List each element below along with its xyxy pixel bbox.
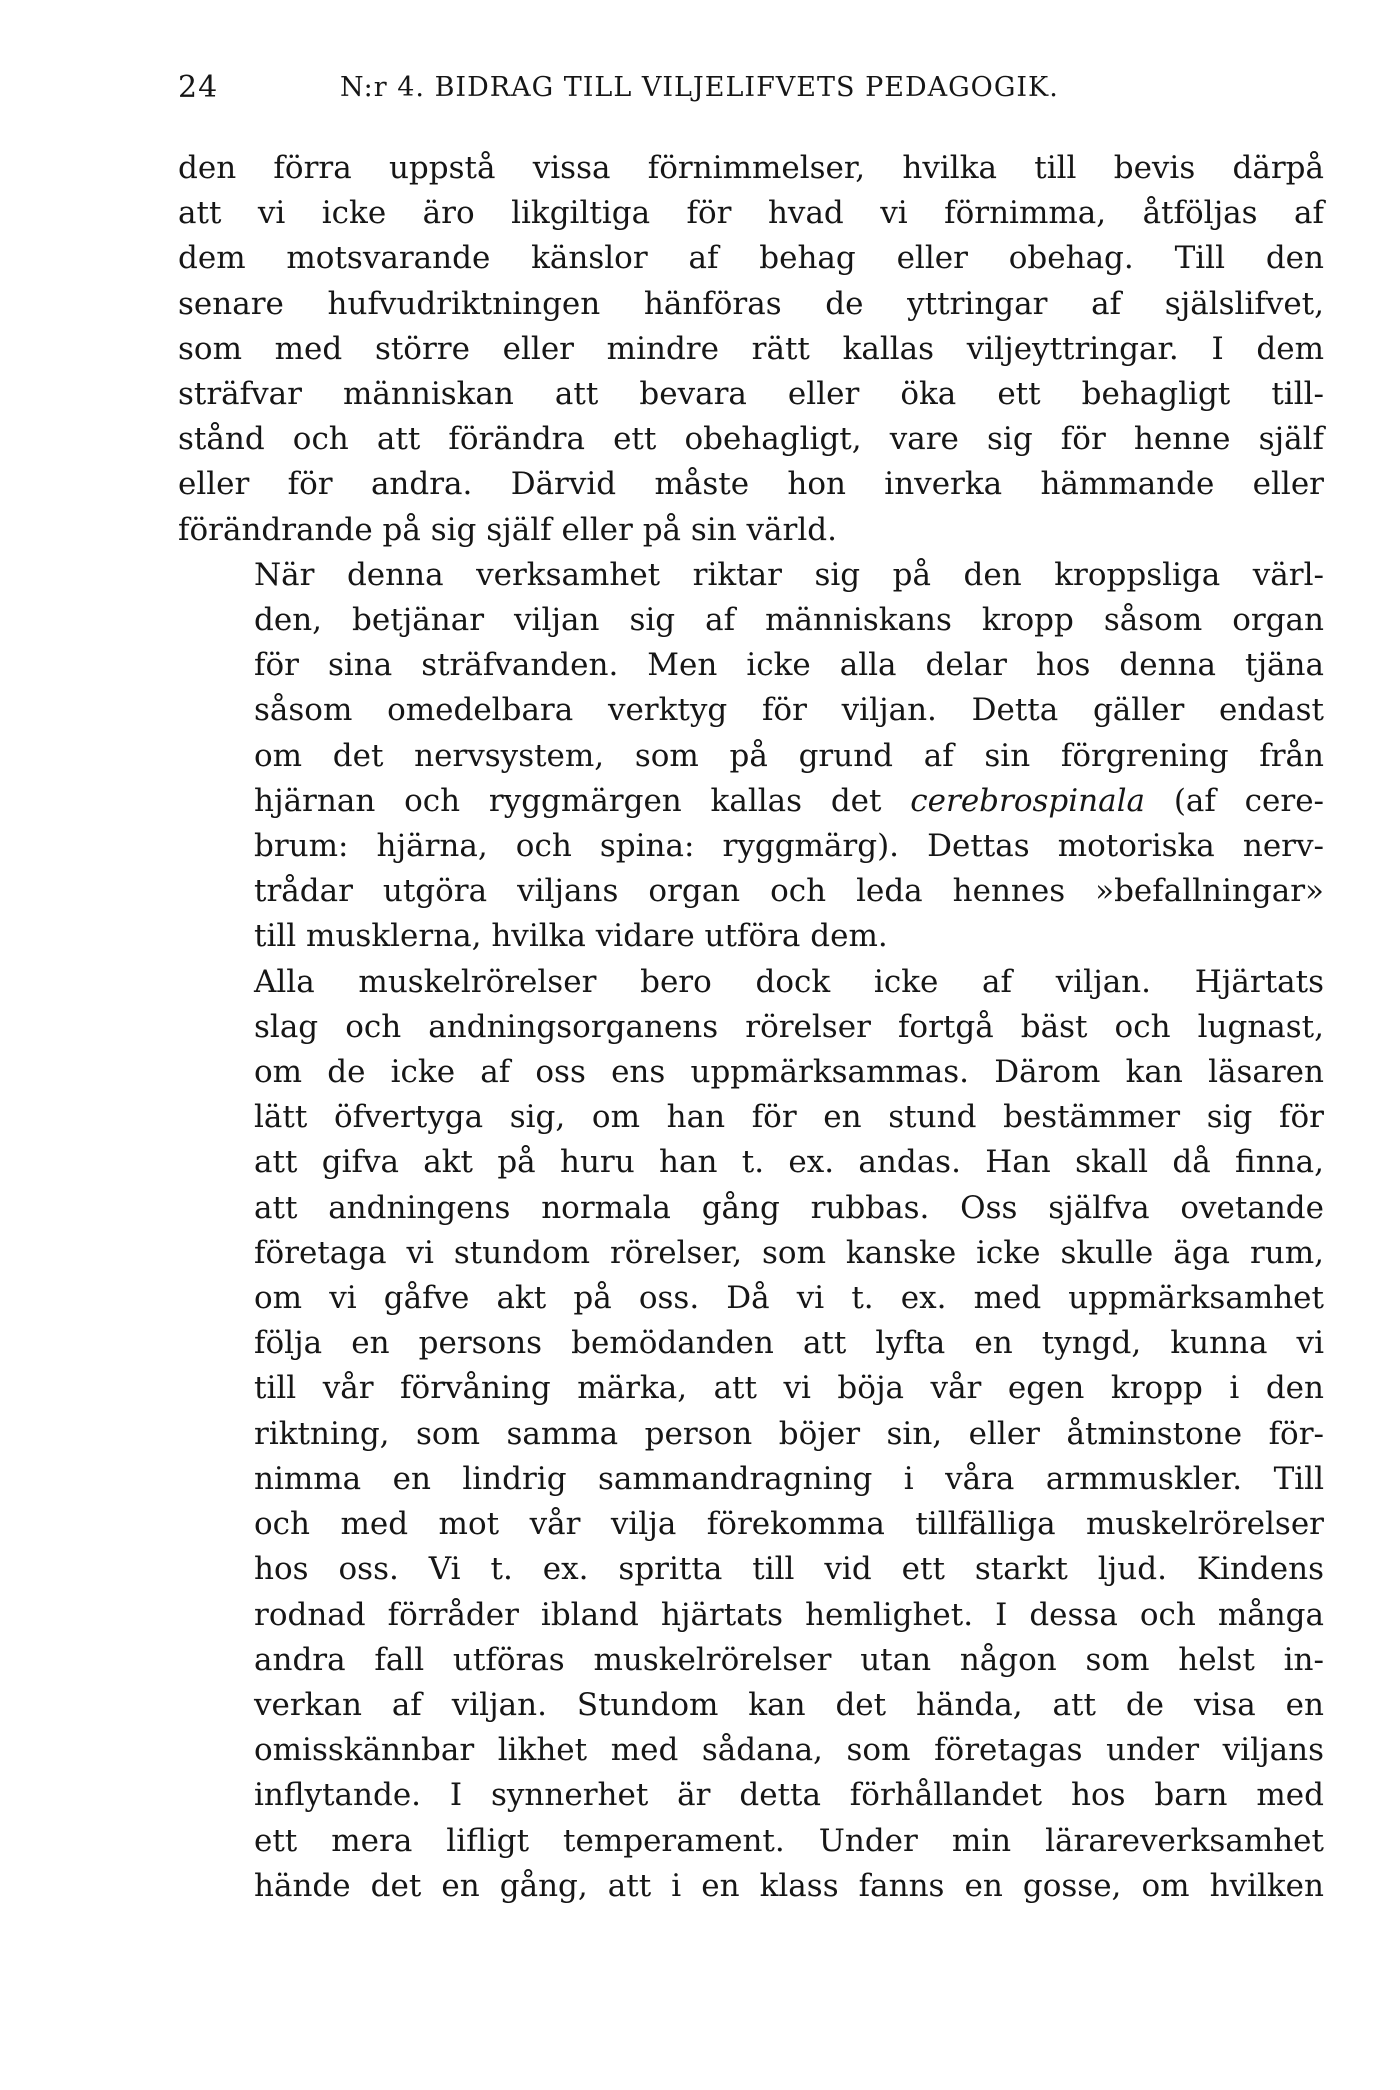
text-line: den, betjänar viljan sig af människans kropp såsom organ bbox=[254, 602, 1324, 639]
text-line: sträfvar människan att bevara eller öka ett behagligt till- bbox=[178, 376, 1324, 413]
text-segment: hjärnan och ryggmärgen kallas det bbox=[254, 782, 882, 819]
text-line: ett mera lifligt temperament. Under min lärareverksamhet bbox=[254, 1822, 1324, 1859]
text-line: lätt öfvertyga sig, om han för en stund bestämmer sig för bbox=[254, 1099, 1324, 1136]
text-line: som med större eller mindre rätt kallas viljeyttringar. I dem bbox=[178, 330, 1324, 367]
paragraph-1 bbox=[178, 146, 1324, 553]
text-line: slag och andningsorganens rörelser fortgå bäst och lugnast, bbox=[254, 1008, 1324, 1045]
text-line: rodnad förråder ibland hjärtats hemlighet. I dessa och många bbox=[254, 1596, 1324, 1633]
text-line: inflytande. I synnerhet är detta förhållandet hos barn med bbox=[254, 1777, 1324, 1814]
page-number: 24 bbox=[178, 70, 219, 105]
text-segment: (af cere- bbox=[1145, 782, 1325, 819]
text-line: hos oss. Vi t. ex. spritta till vid ett starkt ljud. Kindens bbox=[254, 1551, 1324, 1588]
text-line: När denna verksamhet riktar sig på den kroppsliga värl- bbox=[254, 556, 1324, 593]
text-line: nimma en lindrig sammandragning i våra armmuskler. Till bbox=[254, 1460, 1324, 1497]
text-line: trådar utgöra viljans organ och leda hennes »befallningar» bbox=[254, 873, 1324, 910]
text-line: och med mot vår vilja förekomma tillfälliga muskelrörelser bbox=[254, 1506, 1324, 1543]
document-page bbox=[178, 70, 1324, 1909]
text-line: dem motsvarande känslor af behag eller obehag. Till den bbox=[178, 240, 1324, 277]
text-line: företaga vi stundom rörelser, som kanske icke skulle äga rum, bbox=[254, 1234, 1324, 1271]
text-line-with-italic bbox=[178, 779, 1324, 824]
text-line: om de icke af oss ens uppmärksammas. Därom kan läsaren bbox=[254, 1054, 1324, 1091]
text-line: att gifva akt på huru han t. ex. andas. Han skall då finna, bbox=[254, 1144, 1324, 1181]
body-text bbox=[178, 146, 1324, 1909]
text-line: om det nervsystem, som på grund af sin förgrening från bbox=[254, 737, 1324, 774]
text-line: hände det en gång, att i en klass fanns en gosse, om hvilken bbox=[254, 1867, 1324, 1904]
text-line: senare hufvudriktningen hänföras de yttringar af själslifvet, bbox=[178, 285, 1324, 322]
text-line: följa en persons bemödanden att lyfta en tyngd, kunna vi bbox=[254, 1325, 1324, 1362]
text-line: att andningens normala gång rubbas. Oss själfva ovetande bbox=[254, 1189, 1324, 1226]
italic-term: cerebrospinala bbox=[910, 782, 1146, 819]
text-line: om vi gåfve akt på oss. Då vi t. ex. med uppmärksamhet bbox=[254, 1280, 1324, 1317]
text-line: Alla muskelrörelser bero dock icke af viljan. Hjärtats bbox=[254, 963, 1324, 1000]
paragraph-2 bbox=[178, 553, 1324, 960]
text-line: till musklerna, hvilka vidare utföra dem. bbox=[254, 918, 888, 955]
running-title: N:r 4. BIDRAG TILL VILJELIFVETS PEDAGOGIK. bbox=[340, 72, 1059, 103]
paragraph-3 bbox=[178, 960, 1324, 1909]
text-line: till vår förvåning märka, att vi böja vår egen kropp i den bbox=[254, 1370, 1324, 1407]
running-head bbox=[178, 70, 1324, 122]
text-line: stånd och att förändra ett obehagligt, vare sig för henne själf bbox=[178, 421, 1324, 458]
text-line: riktning, som samma person böjer sin, eller åtminstone för- bbox=[254, 1415, 1324, 1452]
text-line: verkan af viljan. Stundom kan det hända, att de visa en bbox=[254, 1686, 1324, 1723]
text-line: andra fall utföras muskelrörelser utan någon som helst in- bbox=[254, 1641, 1324, 1678]
text-line: förändrande på sig själf eller på sin värld. bbox=[178, 511, 837, 548]
text-line: eller för andra. Därvid måste hon inverka hämmande eller bbox=[178, 466, 1324, 503]
text-line: för sina sträfvanden. Men icke alla delar hos denna tjäna bbox=[254, 647, 1324, 684]
text-line: den förra uppstå vissa förnimmelser, hvilka till bevis därpå bbox=[178, 150, 1324, 186]
text-line: såsom omedelbara verktyg för viljan. Detta gäller endast bbox=[254, 692, 1324, 729]
text-line: omisskännbar likhet med sådana, som företagas under viljans bbox=[254, 1732, 1324, 1769]
text-line: att vi icke äro likgiltiga för hvad vi förnimma, åtföljas af bbox=[178, 195, 1324, 232]
text-line: brum: hjärna, och spina: ryggmärg). Dettas motoriska nerv- bbox=[254, 828, 1324, 865]
